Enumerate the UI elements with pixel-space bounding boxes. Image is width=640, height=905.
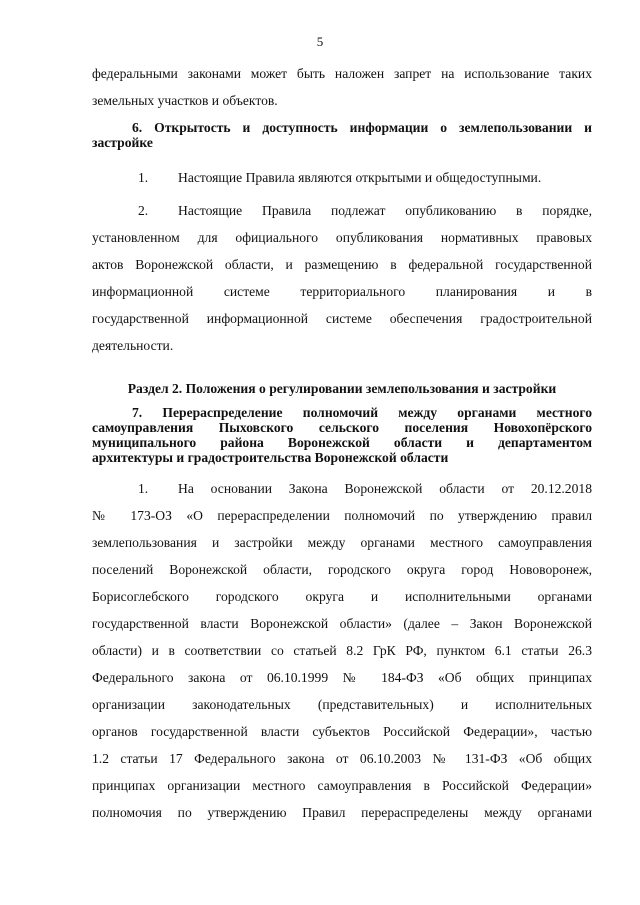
text-line: области) и в соответствии со статьей 8.2 ГрК РФ, пунктом 6.1 статьи 26.3 xyxy=(92,643,592,658)
item-number: 1. xyxy=(138,170,149,185)
page-number: 5 xyxy=(316,34,324,49)
section-6-item-1 xyxy=(92,164,592,191)
list-item-line xyxy=(92,164,592,191)
item-text: Настоящие Правила подлежат опубликованию в порядке, xyxy=(178,203,592,218)
section-7-item-1 xyxy=(92,475,592,826)
item-text: На основании Закона Воронежской области от 20.12.2018 xyxy=(178,481,592,496)
heading-line: муниципального района Воронежской области и департаментом xyxy=(92,435,592,450)
heading-line: самоуправления Пыховского сельского поселения Новохопёрского xyxy=(92,420,592,435)
section-6-item-2 xyxy=(92,197,592,359)
item-number: 2. xyxy=(138,203,149,218)
text-line: полномочия по утверждению Правил перераспределены между органами xyxy=(92,805,592,820)
text-line: деятельности. xyxy=(92,338,174,353)
text-line: земельных участков и объектов. xyxy=(92,93,278,108)
heading-line: архитектуры и градостроительства Воронежской области xyxy=(92,450,449,465)
text-line: Борисоглебского городского округа и исполнительными органами xyxy=(92,589,592,604)
section-title-wrap xyxy=(92,381,592,397)
heading-line: 7. Перераспределение полномочий между органами местного xyxy=(132,405,592,420)
list-item-line xyxy=(92,197,592,224)
text-line: актов Воронежской области, и размещению в федеральной государственной xyxy=(92,257,592,272)
item-text: Настоящие Правила являются открытыми и общедоступными. xyxy=(178,170,542,185)
section-7-heading xyxy=(92,405,592,465)
text-line: федеральными законами может быть наложен запрет на использование таких xyxy=(92,66,592,81)
item-number: 1. xyxy=(138,481,149,496)
text-line: установленном для официального опубликования нормативных правовых xyxy=(92,230,592,245)
heading-line: 6. Открытость и доступность информации о землепользовании и xyxy=(132,120,592,135)
text-line: государственной информационной системе обеспечения градостроительной xyxy=(92,311,592,326)
section-title: Раздел 2. Положения о регулировании землепользования и застройки xyxy=(127,381,557,396)
text-line: органов государственной власти субъектов Российской Федерации», частью xyxy=(92,724,592,739)
list-item-line xyxy=(92,475,592,502)
text-line: Федерального закона от 06.10.1999 № 184-ФЗ «Об общих принципах xyxy=(92,670,592,685)
text-line: № 173-ОЗ «О перераспределении полномочий по утверждению правил xyxy=(92,508,592,523)
text-line: информационной системе территориального планирования и в xyxy=(92,284,592,299)
text-line: поселений Воронежской области, городского округа город Нововоронеж, xyxy=(92,562,592,577)
document-body xyxy=(92,60,592,826)
text-line: принципах организации местного самоуправления в Российской Федерации» xyxy=(92,778,592,793)
heading-line: застройке xyxy=(92,135,153,150)
text-line: государственной власти Воронежской области» (далее – Закон Воронежской xyxy=(92,616,592,631)
section-6-heading-cont xyxy=(92,135,592,150)
section-6-heading xyxy=(92,120,592,135)
text-line: землепользования и застройки между органами местного самоуправления xyxy=(92,535,592,550)
intro-paragraph xyxy=(92,60,592,114)
text-line: организации законодательных (представительных) и исполнительных xyxy=(92,697,592,712)
text-line: 1.2 статьи 17 Федерального закона от 06.10.2003 № 131-ФЗ «Об общих xyxy=(92,751,592,766)
